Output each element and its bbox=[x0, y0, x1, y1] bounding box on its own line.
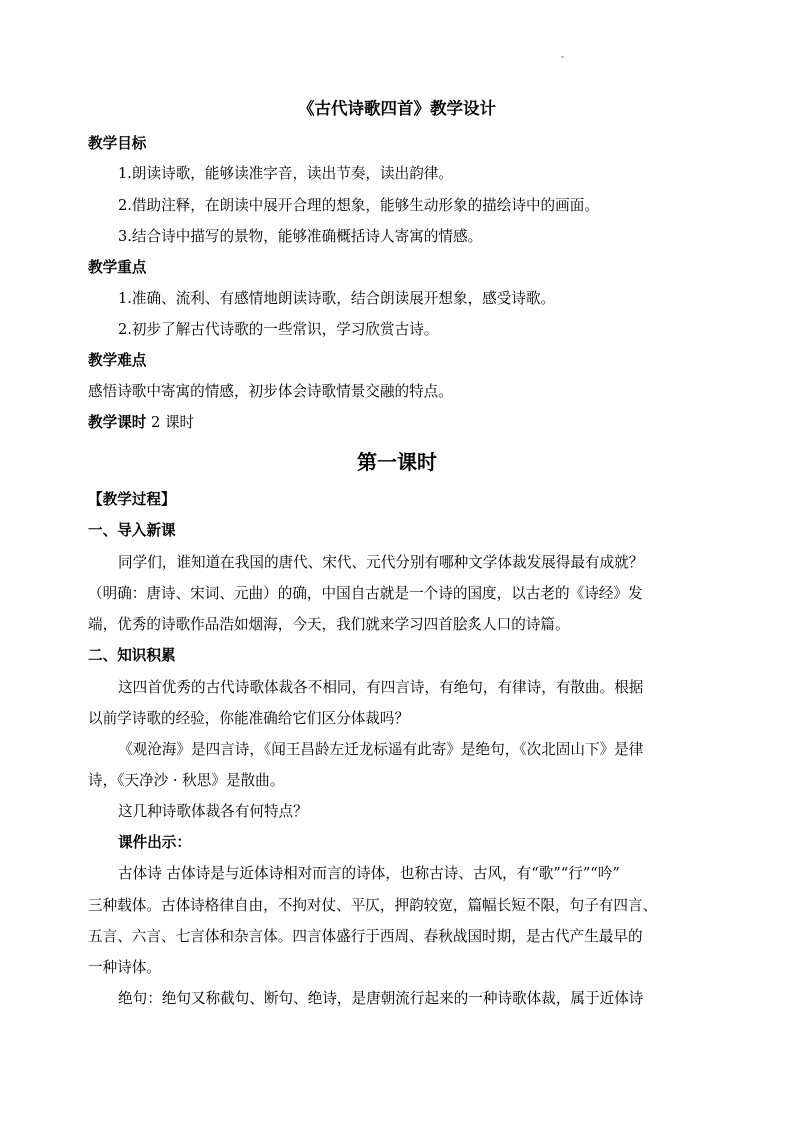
lesson-title: 第一课时 bbox=[357, 450, 437, 474]
section2-para1-line: 以前学诗歌的经验，你能准确给它们区分体裁吗？ bbox=[88, 710, 410, 727]
section1-line: （明确：唐诗、宋词、元曲）的确，中国自古就是一个诗的国度，以古老的《诗经》发 bbox=[88, 585, 643, 602]
class-hours-label: 教学课时 bbox=[88, 414, 147, 431]
section1-line: 同学们，谁知道在我国的唐代、宋代、元代分别有哪种文学体裁发展得最有成就？ bbox=[118, 554, 644, 571]
section1-heading: 一、导入新课 bbox=[88, 522, 176, 539]
objective-item: 3.结合诗中描写的景物，能够准确概括诗人寄寓的情感。 bbox=[118, 228, 483, 245]
corner-mark bbox=[561, 56, 564, 58]
objective-item: 2.借助注释，在朗读中展开合理的想象，能够生动形象的描绘诗中的画面。 bbox=[118, 197, 599, 214]
gushi-line: 古体诗 古体诗是与近体诗相对而言的诗体，也称古诗、古风，有“歌”“行”“吟” bbox=[118, 865, 620, 882]
gushi-line: 一种诗体。 bbox=[88, 959, 161, 976]
section2-para2-line: 诗，《天净沙 · 秋思》是散曲。 bbox=[88, 772, 285, 789]
key-point-item: 2.初步了解古代诗歌的一些常识，学习欣赏古诗。 bbox=[118, 321, 439, 338]
section1-line: 端，优秀的诗歌作品浩如烟海，今天，我们就来学习四首脍炙人口的诗篇。 bbox=[88, 616, 570, 633]
gushi-line: 五言、六言、七言体和杂言体。四言体盛行于西周、春秋战国时期，是古代产生最早的 bbox=[88, 928, 643, 945]
jueju-line: 绝句：绝句又称截句、断句、绝诗，是唐朝流行起来的一种诗歌体裁，属于近体诗 bbox=[118, 990, 644, 1007]
key-point-item: 1.准确、流利、有感情地朗读诗歌，结合朗读展开想象，感受诗歌。 bbox=[118, 290, 556, 307]
objectives-heading: 教学目标 bbox=[88, 135, 147, 152]
section2-para2-line: 《观沧海》是四言诗，《闻王昌龄左迁龙标遥有此寄》是绝句，《次北固山下》是律 bbox=[118, 741, 644, 758]
key-points-heading: 教学重点 bbox=[88, 259, 147, 276]
difficulties-heading: 教学难点 bbox=[88, 352, 147, 369]
section2-heading: 二、知识积累 bbox=[88, 647, 176, 664]
courseware-label: 课件出示： bbox=[118, 834, 191, 851]
section2-para1-line: 这四首优秀的古代诗歌体裁各不相同，有四言诗，有绝句，有律诗，有散曲。根据 bbox=[118, 679, 644, 696]
section2-question: 这几种诗歌体裁各有何特点？ bbox=[118, 803, 308, 820]
class-hours bbox=[88, 413, 718, 433]
document-title: 《古代诗歌四首》教学设计 bbox=[298, 99, 496, 118]
process-heading: 【教学过程】 bbox=[88, 491, 176, 508]
objective-item: 1.朗读诗歌，能够读准字音，读出节奏，读出韵律。 bbox=[118, 165, 453, 182]
gushi-line: 三种载体。古体诗格律自由，不拘对仗、平仄，押韵较宽，篇幅长短不限，句子有四言、 bbox=[88, 897, 658, 914]
class-hours-value: 2 课时 bbox=[146, 414, 195, 431]
difficulties-text: 感悟诗歌中寄寓的情感，初步体会诗歌情景交融的特点。 bbox=[88, 383, 453, 400]
